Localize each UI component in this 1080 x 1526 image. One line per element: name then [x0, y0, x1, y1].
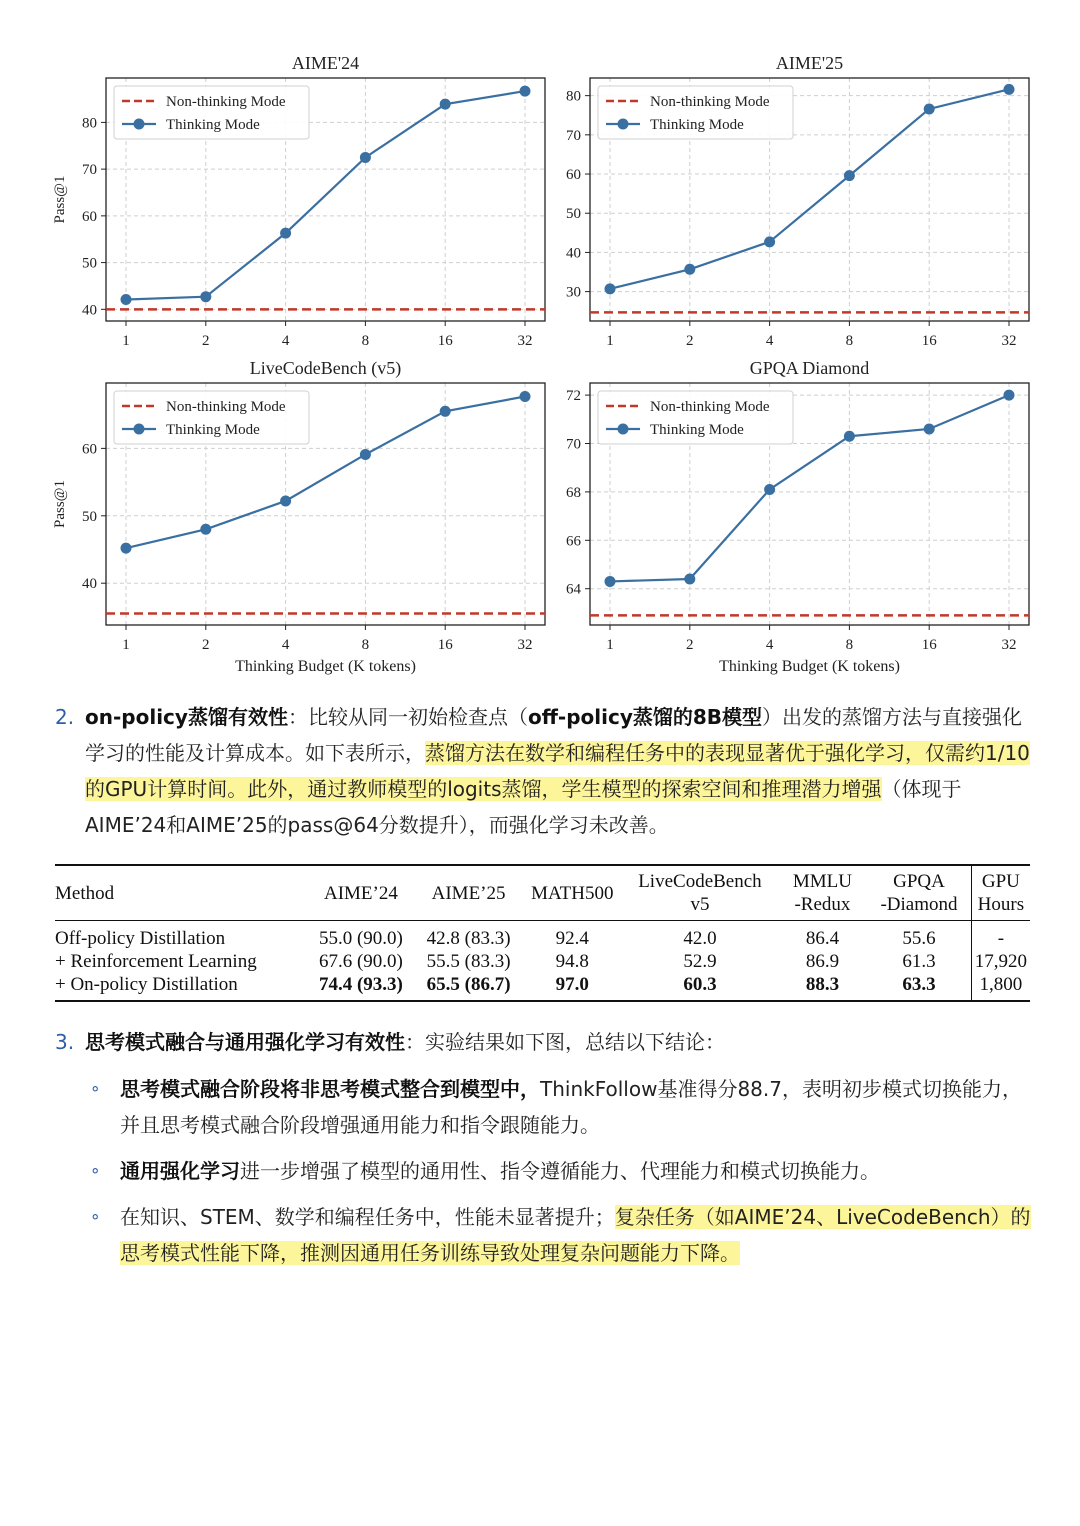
thinking-mode-point [924, 423, 935, 434]
thinking-mode-point [121, 294, 132, 305]
table-header-row [55, 865, 1030, 921]
thinking-mode-point [844, 431, 855, 442]
cell-math500: 94.8 [555, 951, 589, 972]
legend-label-thinking: Thinking Mode [650, 117, 744, 133]
y-tick-label: 64 [566, 581, 581, 598]
x-tick-label: 2 [686, 637, 694, 653]
bullet-list [90, 1071, 1035, 1281]
chart-title: AIME'24 [291, 53, 360, 73]
legend-label-non-thinking: Non-thinking Mode [166, 399, 286, 415]
chart-title: AIME'25 [775, 53, 844, 73]
thinking-mode-point [121, 543, 132, 554]
section-3-title: 思考模式融合与通用强化学习有效性 [85, 1030, 405, 1054]
thinking-mode-point [684, 574, 695, 585]
x-tick-label: 4 [765, 637, 774, 653]
chart-title: GPQA Diamond [749, 358, 870, 378]
th-method: Method [55, 882, 115, 904]
cell-method: Off-policy Distillation [55, 928, 226, 949]
chart-title: LiveCodeBench (v5) [249, 358, 402, 378]
thinking-mode-point [520, 391, 531, 402]
thinking-mode-point [440, 406, 451, 417]
section-3-text: ：实验结果如下图，总结以下结论： [405, 1030, 725, 1054]
legend-label-thinking: Thinking Mode [166, 422, 260, 438]
results-table [55, 864, 1030, 1002]
cell-aime25: 42.8 (83.3) [426, 928, 511, 949]
x-tick-label: 1 [122, 637, 130, 653]
x-tick-label: 32 [517, 637, 533, 653]
x-tick-label: 8 [361, 333, 370, 349]
cell-lcb: 42.0 [683, 928, 717, 949]
th-gpqa-line1: GPQA [893, 871, 945, 892]
x-tick-label: 1 [606, 333, 614, 349]
x-tick-label: 16 [437, 637, 453, 653]
th-mmlu [778, 865, 868, 921]
y-tick-label: 68 [566, 484, 581, 501]
cell-gpqa: 63.3 [867, 973, 971, 1001]
y-tick-label: 70 [566, 436, 581, 453]
y-tick-label: 30 [566, 284, 581, 301]
list-item [90, 1071, 1035, 1143]
thinking-mode-point [1004, 390, 1015, 401]
x-tick-label: 4 [281, 333, 290, 349]
y-tick-label: 60 [82, 441, 97, 458]
thinking-mode-point [280, 228, 291, 239]
legend-marker-thinking [618, 119, 629, 130]
y-tick-label: 50 [566, 206, 581, 223]
th-gpu-line1: GPU [981, 871, 1020, 892]
cell-mmlu: 88.3 [778, 973, 868, 1001]
legend-marker-thinking [134, 424, 145, 435]
x-axis-label: Thinking Budget (K tokens) [719, 658, 900, 675]
section-2-title: on-policy蒸馏有效性 [85, 705, 288, 729]
y-tick-label: 40 [82, 302, 97, 319]
th-livecodebench [622, 865, 778, 921]
x-tick-label: 2 [686, 333, 694, 349]
y-tick-label: 40 [566, 245, 581, 262]
bullet-bold: 通用强化学习 [120, 1159, 240, 1183]
y-tick-label: 70 [82, 162, 97, 179]
thinking-mode-point [360, 449, 371, 460]
legend-label-thinking: Thinking Mode [650, 422, 744, 438]
legend-label-thinking: Thinking Mode [166, 117, 260, 133]
section-3-paragraph [55, 1024, 1030, 1060]
cell-aime25: 65.5 (86.7) [415, 973, 523, 1001]
bullet-text: ThinkFollow基准得分88.7，表明初步模式切换能力，并且思考模式融合阶段增强通用能力和指令跟随能力。 [120, 1077, 1022, 1137]
legend-marker-thinking [134, 119, 145, 130]
thinking-mode-point [605, 576, 616, 587]
section-3-number: 3. [55, 1030, 75, 1054]
thinking-mode-point [764, 484, 775, 495]
bullet-text: 进一步增强了模型的通用性、指令遵循能力、代理能力和模式切换能力。 [240, 1159, 880, 1183]
bullet-bold: 思考模式融合阶段将非思考模式整合到模型中， [120, 1077, 540, 1101]
section-2-text-3: （体现于AIME’24和AIME’25的pass@64分数提升），而强化学习未改善。 [85, 777, 962, 837]
x-tick-label: 16 [921, 333, 937, 349]
section-2-highlight: 蒸馏方法在数学和编程任务中的表现显著优于强化学习，仅需约1/10的GPU计算时间。此外，通过教师模型的logits蒸馏，学生模型的探索空间和推理潜力增强 [85, 741, 1030, 801]
cell-gpu: 1,800 [971, 973, 1030, 1001]
section-2-paragraph [55, 699, 1030, 843]
section-2-bold-2: off-policy蒸馏的8B模型 [527, 705, 763, 729]
cell-lcb: 60.3 [622, 973, 778, 1001]
y-axis-label: Pass@1 [52, 480, 68, 528]
x-tick-label: 4 [765, 333, 774, 349]
th-mmlu-line2: -Redux [794, 894, 851, 915]
th-mmlu-line1: MMLU [792, 871, 853, 892]
figure-thinking-budget-charts [0, 0, 1080, 690]
x-tick-label: 1 [606, 637, 614, 653]
section-2-text-1: ：比较从同一初始检查点（ [287, 705, 528, 729]
thinking-mode-point [764, 236, 775, 247]
th-lcb-line1: LiveCodeBench [638, 871, 762, 892]
y-tick-label: 40 [82, 576, 97, 593]
list-item [90, 1199, 1035, 1271]
bullet-highlight: 复杂任务（如AIME’24、LiveCodeBench）的思考模式性能下降，推测因通用任务训练导致处理复杂问题能力下降。 [120, 1205, 1031, 1265]
cell-math500: 97.0 [522, 973, 622, 1001]
results-table-wrapper [55, 864, 1030, 1002]
section-2-number: 2. [55, 705, 75, 729]
x-tick-label: 32 [517, 333, 533, 349]
x-tick-label: 8 [845, 333, 854, 349]
th-aime25: AIME’25 [431, 882, 506, 904]
x-tick-label: 16 [437, 333, 453, 349]
th-lcb-line2: v5 [690, 894, 710, 915]
bullet-circle-icon: ∘ [90, 1079, 101, 1099]
thinking-mode-point [200, 524, 211, 535]
cell-method: + Reinforcement Learning [55, 951, 257, 972]
thinking-mode-point [360, 152, 371, 163]
thinking-mode-point [440, 99, 451, 110]
legend-marker-thinking [618, 424, 629, 435]
thinking-mode-point [280, 495, 291, 506]
cell-aime25: 55.5 (83.3) [426, 951, 511, 972]
cell-aime24: 74.4 (93.3) [307, 973, 415, 1001]
y-tick-label: 50 [82, 508, 97, 525]
bullet-text: 在知识、STEM、数学和编程任务中，性能未显著提升； [120, 1205, 615, 1229]
cell-method: + On-policy Distillation [55, 973, 307, 1001]
thinking-mode-point [684, 264, 695, 275]
y-tick-label: 60 [566, 167, 581, 184]
y-tick-label: 66 [566, 533, 581, 550]
th-aime24: AIME’24 [323, 882, 398, 904]
x-tick-label: 1 [122, 333, 130, 349]
th-gpqa-line2: -Diamond [880, 894, 958, 915]
th-math500: MATH500 [531, 882, 614, 904]
th-gpu-hours [971, 865, 1030, 921]
cell-gpqa: 61.3 [902, 951, 936, 972]
x-tick-label: 32 [1001, 637, 1017, 653]
y-tick-label: 72 [566, 388, 581, 405]
cell-gpu: - [971, 921, 1030, 951]
cell-mmlu: 86.9 [805, 951, 840, 972]
legend-label-non-thinking: Non-thinking Mode [650, 399, 770, 415]
x-tick-label: 8 [845, 637, 854, 653]
x-axis-label: Thinking Budget (K tokens) [235, 658, 416, 675]
cell-lcb: 52.9 [683, 951, 717, 972]
x-tick-label: 2 [202, 333, 210, 349]
thinking-mode-point [605, 283, 616, 294]
thinking-mode-point [924, 103, 935, 114]
y-tick-label: 60 [82, 208, 97, 225]
cell-gpu: 17,920 [971, 950, 1030, 973]
y-tick-label: 80 [82, 115, 97, 132]
x-tick-label: 16 [921, 637, 937, 653]
cell-aime24: 67.6 (90.0) [318, 951, 403, 972]
cell-math500: 92.4 [555, 928, 589, 949]
thinking-mode-point [1004, 84, 1015, 95]
thinking-mode-point [844, 170, 855, 181]
table-row [55, 973, 1030, 1001]
th-gpu-line2: Hours [977, 894, 1025, 915]
bullet-circle-icon: ∘ [90, 1207, 101, 1227]
list-item [90, 1153, 1035, 1189]
thinking-mode-point [520, 86, 531, 97]
bullet-circle-icon: ∘ [90, 1161, 101, 1181]
table-row [55, 950, 1030, 973]
cell-gpqa: 55.6 [902, 928, 936, 949]
th-gpqa [867, 865, 971, 921]
y-tick-label: 80 [566, 88, 581, 105]
x-tick-label: 4 [281, 637, 290, 653]
cell-aime24: 55.0 (90.0) [318, 928, 403, 949]
y-axis-label: Pass@1 [52, 175, 68, 224]
cell-mmlu: 86.4 [805, 928, 840, 949]
legend-label-non-thinking: Non-thinking Mode [166, 94, 286, 110]
table-row [55, 921, 1030, 951]
section-2-text-2: ）出发的蒸馏方法与直接强化学习的性能及计算成本。如下表所示， [85, 705, 1023, 765]
x-tick-label: 2 [202, 637, 210, 653]
x-tick-label: 8 [361, 637, 370, 653]
x-tick-label: 32 [1001, 333, 1017, 349]
y-tick-label: 70 [566, 127, 581, 144]
thinking-mode-point [200, 291, 211, 302]
y-tick-label: 50 [82, 255, 97, 272]
legend-label-non-thinking: Non-thinking Mode [650, 94, 770, 110]
